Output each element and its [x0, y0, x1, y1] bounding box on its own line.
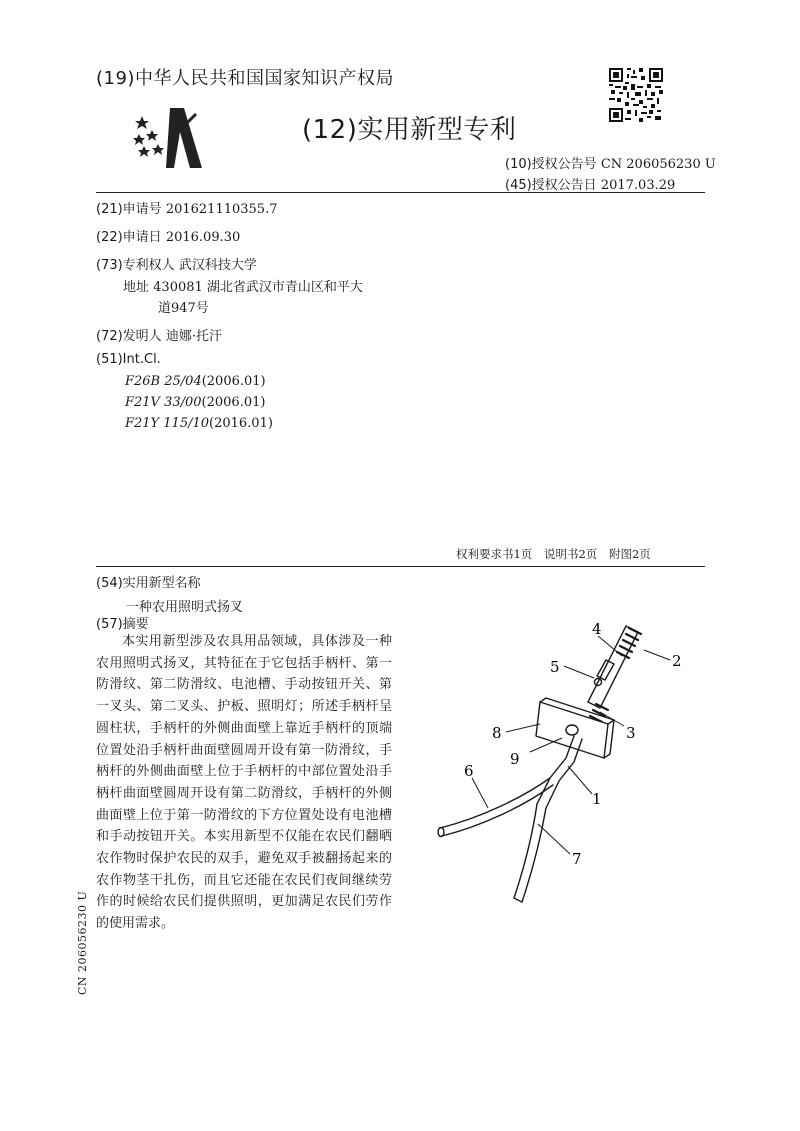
abstract-label: (57)摘要 [96, 617, 149, 632]
inventor-row [96, 325, 222, 344]
pitchfork-drawing [426, 612, 716, 912]
page-count: 权利要求书1页 说明书2页 附图2页 [456, 547, 651, 561]
address-line-2: 道947号 [158, 301, 209, 316]
ipc-version: (2006.01) [201, 395, 266, 410]
ipc-code: F21Y 115/10 [125, 416, 210, 431]
figure-label: 8 [492, 724, 502, 742]
patentee-row [96, 254, 257, 273]
figure-label: 7 [572, 850, 582, 868]
figure-label: 3 [626, 724, 636, 742]
header-divider [96, 192, 705, 193]
ipc-label: (51)Int.Cl. [96, 352, 161, 367]
section-divider [96, 566, 705, 567]
application-date-row [96, 226, 240, 245]
ipc-entry [125, 416, 273, 431]
side-publication-code: CN 206056230 U [76, 890, 89, 995]
figure-label: 2 [672, 652, 682, 670]
patentee-label: (73)专利权人 [96, 258, 175, 273]
application-date-label: (22)申请日 [96, 230, 162, 245]
office-name: (19)中华人民共和国国家知识产权局 [96, 68, 394, 89]
ipc-version: (2006.01) [201, 374, 266, 389]
ipc-code: F26B 25/04 [125, 374, 202, 389]
qr-code-icon [609, 68, 663, 122]
application-number: 201621110355.7 [165, 202, 278, 217]
publication-number-label: (10)授权公告号 [505, 157, 597, 172]
ipc-entry [125, 374, 266, 389]
document-type: (12)实用新型专利 [302, 115, 517, 145]
inventor-label: (72)发明人 [96, 329, 162, 344]
address-row [123, 276, 363, 295]
utility-model-title-label: (54)实用新型名称 [96, 576, 201, 591]
cnipa-logo-icon [130, 104, 210, 170]
inventor: 迪娜·托汗 [165, 329, 222, 344]
publication-number: CN 206056230 U [600, 157, 716, 172]
publication-date: 2017.03.29 [600, 178, 676, 193]
application-number-row [96, 198, 277, 217]
publication-number-row [505, 153, 716, 172]
figure-label: 1 [592, 790, 602, 808]
publication-date-label: (45)授权公告日 [505, 178, 597, 193]
address-line-1: 430081 湖北省武汉市青山区和平大 [153, 280, 363, 295]
figure-label: 5 [550, 658, 560, 676]
utility-model-title: 一种农用照明式扬叉 [126, 600, 244, 615]
application-date: 2016.09.30 [165, 230, 241, 245]
figure-label: 6 [464, 762, 474, 780]
figure-label: 9 [510, 750, 520, 768]
address-label: 地址 [123, 280, 150, 295]
publication-date-row [505, 174, 675, 193]
ipc-entry [125, 395, 265, 410]
patentee: 武汉科技大学 [178, 258, 257, 273]
application-number-label: (21)申请号 [96, 202, 162, 217]
ipc-code: F21V 33/00 [125, 395, 202, 410]
figure-label: 4 [592, 620, 602, 638]
ipc-version: (2016.01) [209, 416, 273, 431]
abstract-text: 本实用新型涉及农具用品领域，具体涉及一种农用照明式扬叉，其特征在于它包括手柄杆、第一防滑纹、第二防滑纹、电池槽、手动按钮开关、第一叉头、第二叉头、护板、照明灯；所述手柄杆呈圆柱状，手柄杆的外侧曲面壁上靠近手柄杆的顶端位置处沿手柄杆曲面壁圆周开设有第一防滑纹，手柄杆的外侧曲面壁上位于手柄杆的中部位置处沿手柄杆曲面壁圆周开设有第二防滑纹，手柄杆的外侧曲面壁上位于第一防滑纹的下方位置处设有电池槽和手动按钮开关。本实用新型不仅能在农民们翻晒农作物时保护农民的双手，避免双手被翻扬起来的农作物茎干扎伤，而且它还能在农民们夜间继续劳作的时候给农民们提供照明，更加满足农民们劳作的使用需求。 [96, 634, 392, 932]
